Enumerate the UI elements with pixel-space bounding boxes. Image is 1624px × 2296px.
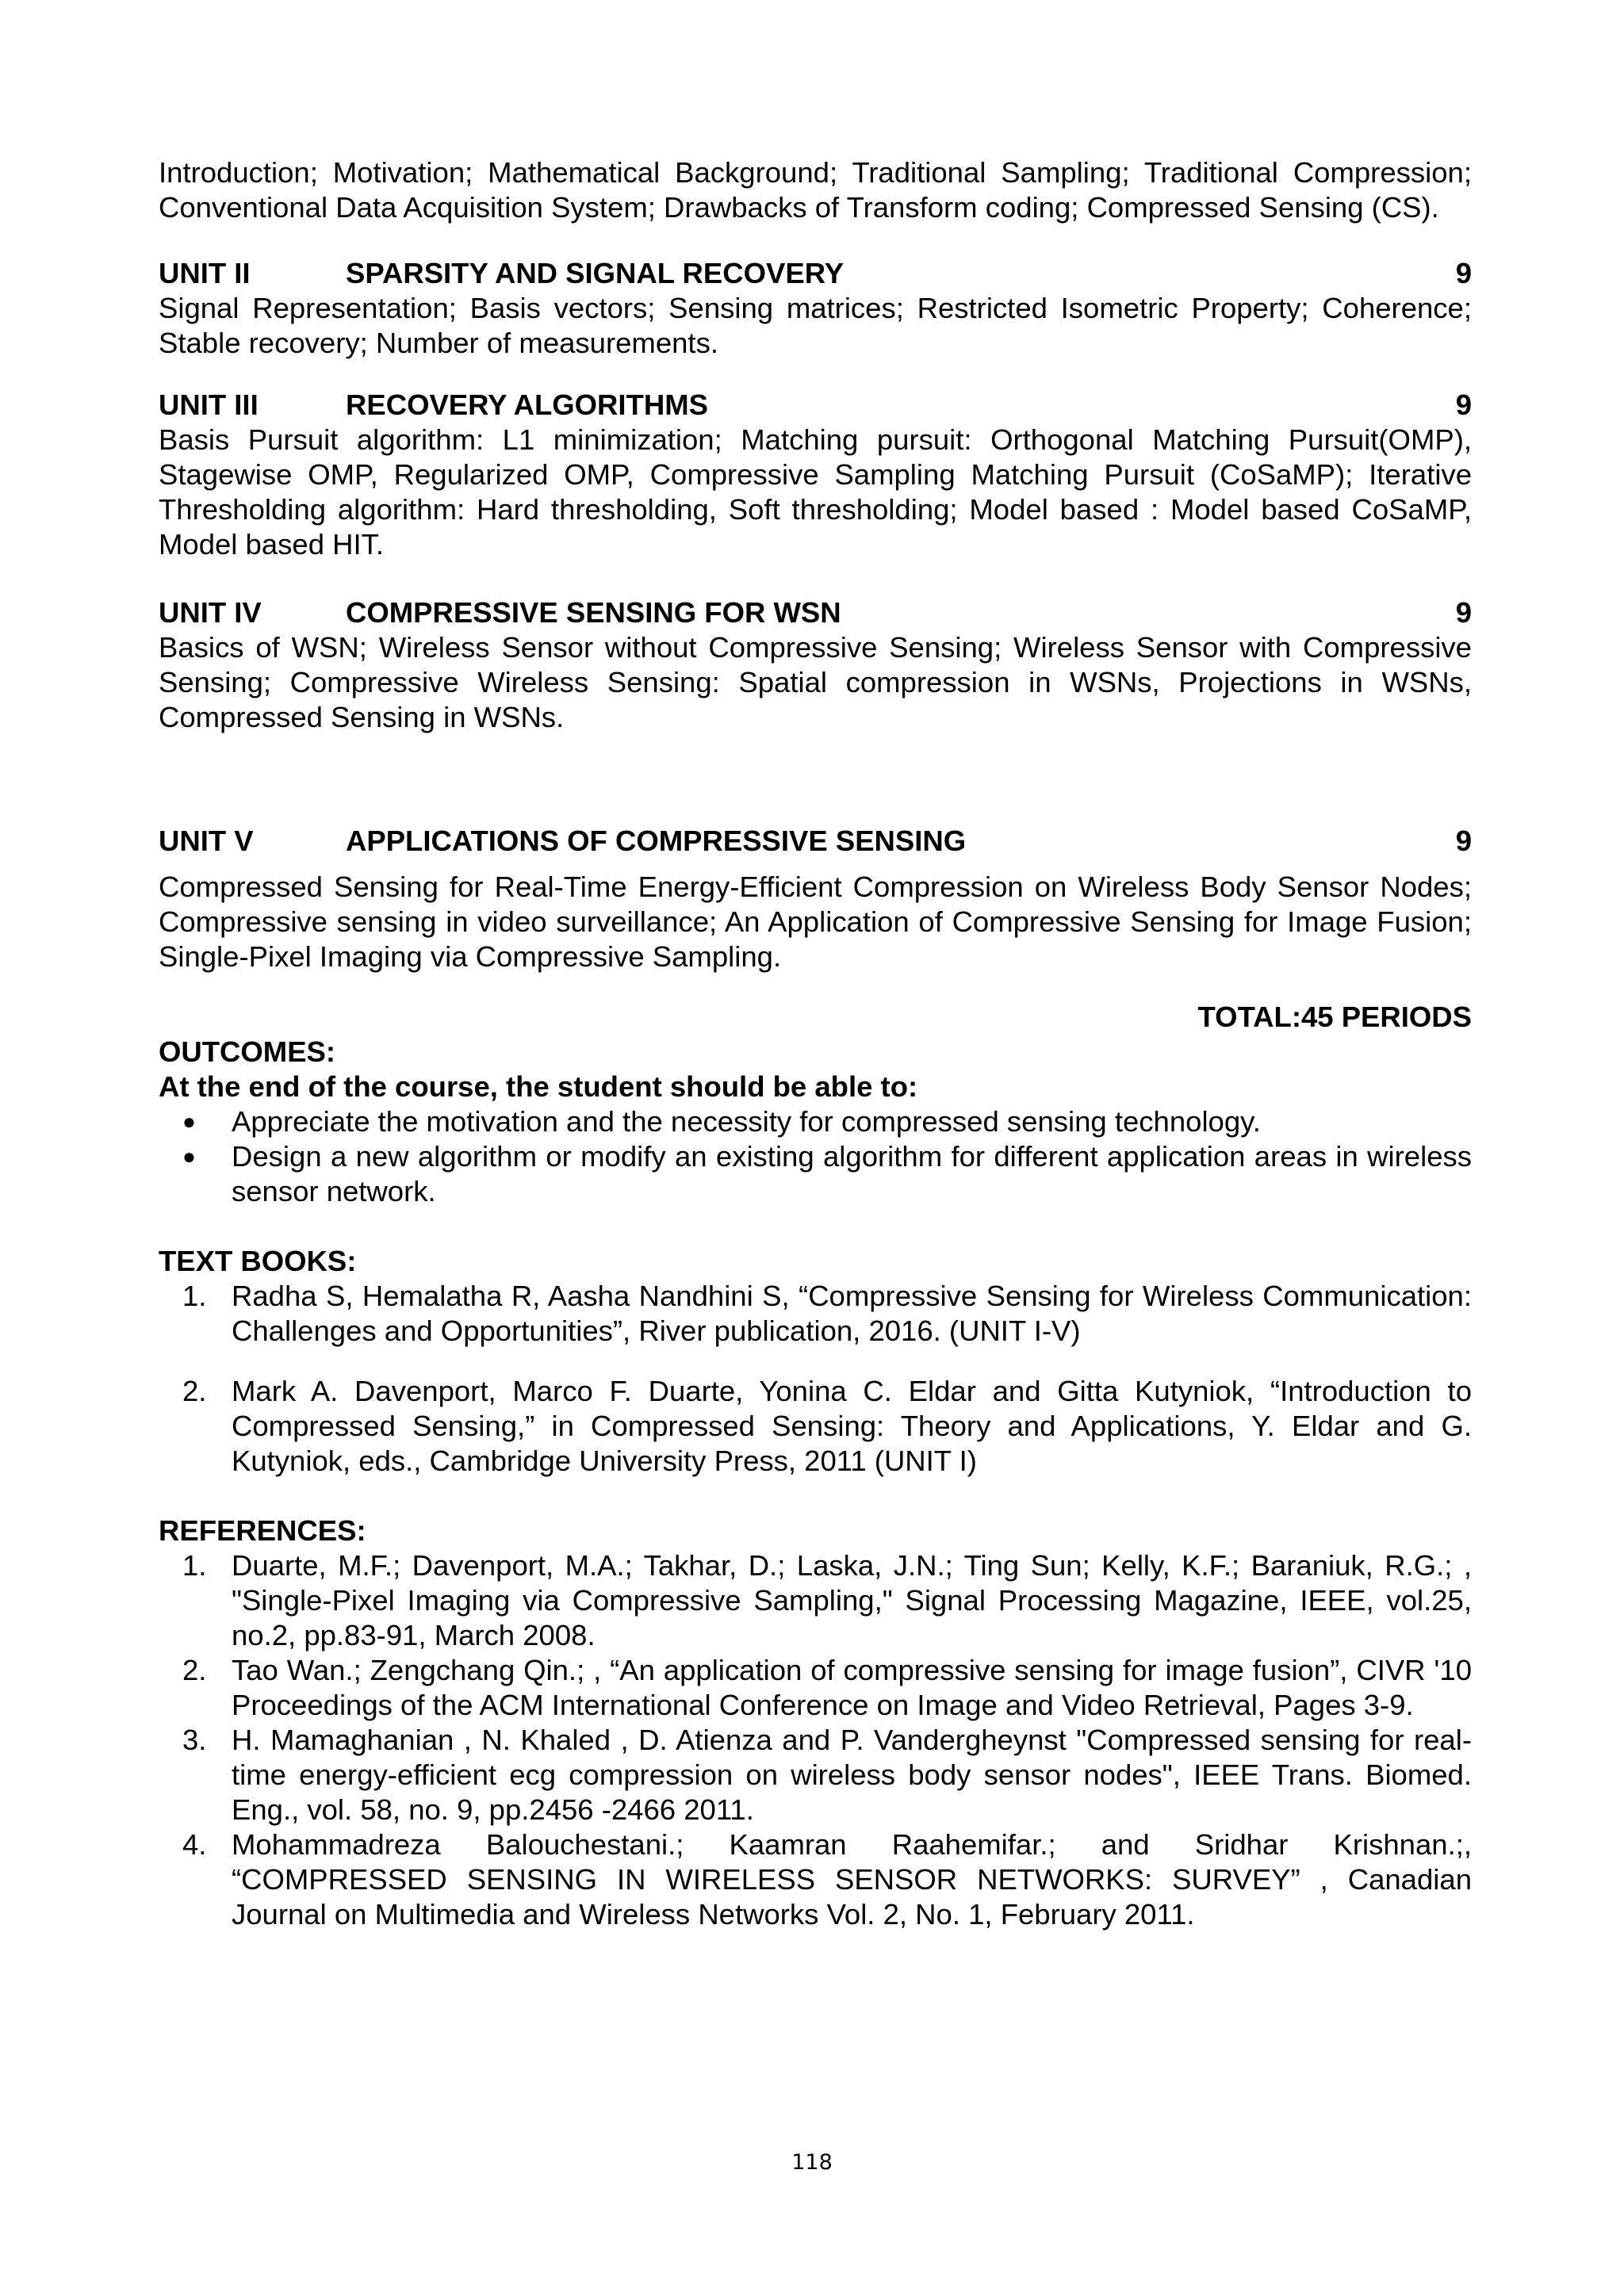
unit-iii-header xyxy=(159,388,1472,423)
outcomes-subheading: At the end of the course, the student should be able to: xyxy=(159,1070,918,1103)
unit-iv-header xyxy=(159,595,1472,630)
references-list xyxy=(159,1548,1472,1932)
list-item xyxy=(159,1374,1472,1479)
unit-v-content: Compressed Sensing for Real-Time Energy-Efficient Compression on Wireless Body Sensor Nodes; Compressive sensing in video surveillance; An Application of Compressive Sensing for Image Fusion; Single-Pixel Imaging via Compressive Sampling. xyxy=(159,871,1472,973)
list-item xyxy=(159,1653,1472,1723)
book-text: Radha S, Hemalatha R, Aasha Nandhini S, “Compressive Sensing for Wireless Communication: Challenges and Opportunities”, River publication, 2016. (UNIT I-V) xyxy=(232,1280,1472,1347)
unit-code: UNIT IV xyxy=(159,596,262,629)
item-number: 1. xyxy=(182,1549,207,1582)
unit-hours: 9 xyxy=(1455,825,1472,857)
document-page xyxy=(159,155,1472,1932)
unit-hours: 9 xyxy=(1455,257,1472,289)
unit-hours: 9 xyxy=(1455,388,1472,421)
unit-title: APPLICATIONS OF COMPRESSIVE SENSING xyxy=(346,825,967,857)
page-number: 118 xyxy=(791,2150,833,2175)
text-books-heading: TEXT BOOKS: xyxy=(159,1245,357,1277)
unit-title: COMPRESSIVE SENSING FOR WSN xyxy=(346,596,841,629)
outcome-text: Appreciate the motivation and the necessity for compressed sensing technology. xyxy=(232,1105,1261,1138)
reference-text: H. Mamaghanian , N. Khaled , D. Atienza and P. Vandergheynst "Compressed sensing for real-time energy-efficient ecg compression on wireless body sensor nodes", IEEE Trans. Biomed. Eng., vol. 58, no. 9, pp.2456 -2466 2011. xyxy=(232,1724,1472,1826)
reference-text: Tao Wan.; Zengchang Qin.; , “An application of compressive sensing for image fusion”, CIVR '10 Proceedings of the ACM International Conference on Image and Video Retrieval, Pages 3-9. xyxy=(232,1654,1472,1721)
total-periods: TOTAL:45 PERIODS xyxy=(1197,1001,1472,1033)
unit-hours: 9 xyxy=(1455,596,1472,629)
reference-text: Mohammadreza Balouchestani.; Kaamran Raahemifar.; and Sridhar Krishnan.;, “COMPRESSED SENSING IN WIRELESS SENSOR NETWORKS: SURVEY” , Canadian Journal on Multimedia and Wireless Networks Vol. 2, No. 1, February 2011. xyxy=(232,1828,1472,1931)
list-item xyxy=(159,1139,1472,1209)
bullet-icon: ● xyxy=(182,1144,196,1169)
unit-iii-content: Basis Pursuit algorithm: L1 minimization; Matching pursuit: Orthogonal Matching Pursuit(OMP), Stagewise OMP, Regularized OMP, Compressive Sampling Matching Pursuit (CoSaMP); Iterative Thresholding algorithm: Hard thresholding, Soft thresholding; Model based : Model based CoSaMP, Model based HIT. xyxy=(159,423,1472,561)
text-books-list xyxy=(159,1279,1472,1479)
item-number: 1. xyxy=(182,1280,207,1312)
unit-title: SPARSITY AND SIGNAL RECOVERY xyxy=(346,257,845,289)
references-heading: REFERENCES: xyxy=(159,1514,366,1547)
outcome-text: Design a new algorithm or modify an existing algorithm for different application areas in wireless sensor network. xyxy=(232,1140,1472,1207)
bullet-icon: ● xyxy=(182,1109,196,1134)
outcomes-heading: OUTCOMES: xyxy=(159,1035,336,1068)
unit-code: UNIT II xyxy=(159,257,251,289)
item-number: 2. xyxy=(182,1375,207,1407)
unit-title: RECOVERY ALGORITHMS xyxy=(346,388,708,421)
unit-iv-content: Basics of WSN; Wireless Sensor without Compressive Sensing; Wireless Sensor with Compressive Sensing; Compressive Wireless Sensing: Spatial compression in WSNs, Projections in WSNs, Compressed Sensing in WSNs. xyxy=(159,631,1472,733)
outcomes-list xyxy=(159,1104,1472,1209)
item-number: 3. xyxy=(182,1724,207,1756)
list-item xyxy=(159,1723,1472,1827)
unit-i-content: Introduction; Motivation; Mathematical Background; Traditional Sampling; Traditional Compression; Conventional Data Acquisition System; Drawbacks of Transform coding; Compressed Sensing (CS). xyxy=(159,156,1472,224)
list-item xyxy=(159,1827,1472,1932)
item-number: 2. xyxy=(182,1654,207,1686)
reference-text: Duarte, M.F.; Davenport, M.A.; Takhar, D.; Laska, J.N.; Ting Sun; Kelly, K.F.; Baraniuk, R.G.; , "Single-Pixel Imaging via Compressive Sampling," Signal Processing Magazine, IEEE, vol.25, no.2, pp.83-91, March 2008. xyxy=(232,1549,1472,1651)
unit-code: UNIT III xyxy=(159,388,259,421)
unit-v-header xyxy=(159,824,1472,859)
item-number: 4. xyxy=(182,1828,207,1861)
book-text: Mark A. Davenport, Marco F. Duarte, Yonina C. Eldar and Gitta Kutyniok, “Introduction to Compressed Sensing,” in Compressed Sensing: Theory and Applications, Y. Eldar and G. Kutyniok, eds., Cambridge University Press, 2011 (UNIT I) xyxy=(232,1375,1472,1477)
unit-code: UNIT V xyxy=(159,825,254,857)
unit-ii-header xyxy=(159,256,1472,291)
unit-ii-content: Signal Representation; Basis vectors; Sensing matrices; Restricted Isometric Property; Coherence; Stable recovery; Number of measurements. xyxy=(159,292,1472,359)
list-item xyxy=(159,1548,1472,1653)
list-item xyxy=(159,1104,1472,1139)
list-item xyxy=(159,1279,1472,1349)
